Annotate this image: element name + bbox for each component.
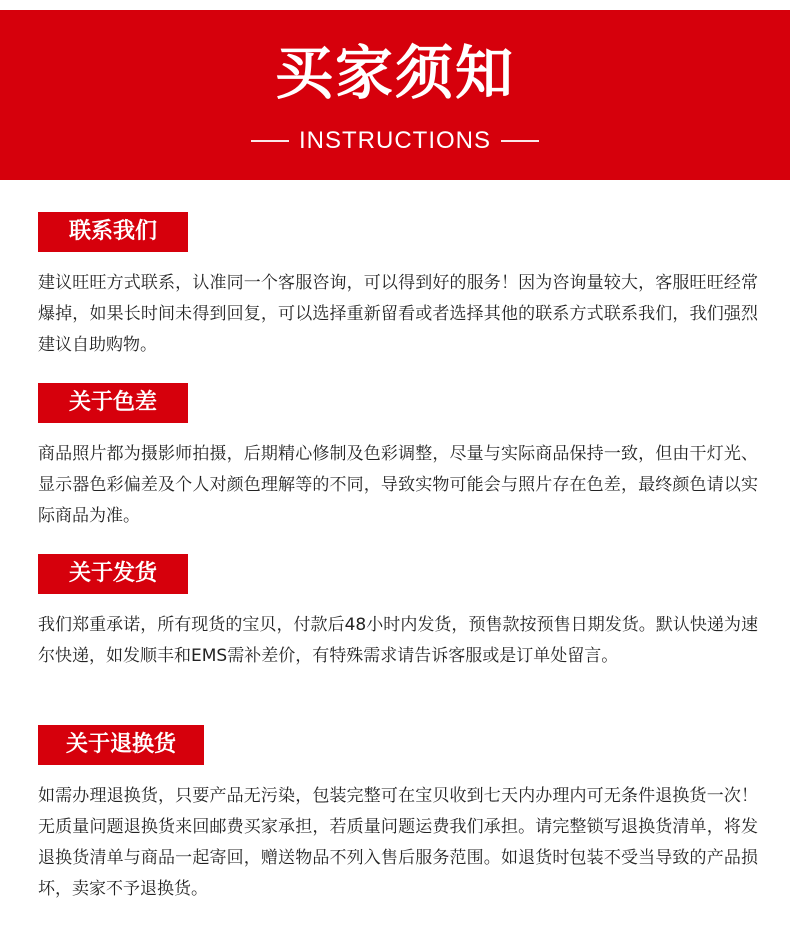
- section-tag-returns: 关于退换货: [38, 725, 204, 765]
- subtitle-left-rule: [251, 140, 289, 142]
- subtitle-row: [0, 126, 790, 156]
- header-banner: [0, 10, 790, 180]
- section-tag-shipping: 关于发货: [38, 554, 188, 594]
- subtitle-text: INSTRUCTIONS: [299, 127, 491, 154]
- section-tag-contact: 联系我们: [38, 212, 188, 252]
- section-text-shipping: 我们郑重承诺，所有现货的宝贝，付款后48小时内发货，预售款按预售日期发货。默认快递为速尔快递，如发顺丰和EMS需补差价，有特殊需求请告诉客服或是订单处留言。: [38, 615, 758, 666]
- page-title: 买家须知: [274, 39, 515, 107]
- section-tag-color-difference: 关于色差: [38, 383, 188, 423]
- subtitle-right-rule: [501, 140, 539, 142]
- section-text-color-difference: 商品照片都为摄影师拍摄，后期精心修制及色彩调整，尽量与实际商品保持一致，但由干灯光、显示器色彩偏差及个人对颜色理解等的不同，导致实物可能会与照片存在色差，最终颜色请以实际商品为准。: [38, 444, 758, 526]
- section-text-returns: 如需办理退换货，只要产品无污染，包装完整可在宝贝收到七天内办理内可无条件退换货一次！无质量问题退换货来回邮费买家承担，若质量问题运费我们承担。请完整锁写退换货清单，将发退换货清单与商品一起寄回，赠送物品不列入售后服务范围。如退货时包装不受当导致的产品损坏，卖家不予退换货。: [38, 786, 758, 899]
- section-text-contact: 建议旺旺方式联系，认准同一个客服咨询，可以得到好的服务！因为咨询量较大，客服旺旺经常爆掉，如果长时间未得到回复，可以选择重新留看或者选择其他的联系方式联系我们，我们强烈建议自助购物。: [38, 273, 758, 355]
